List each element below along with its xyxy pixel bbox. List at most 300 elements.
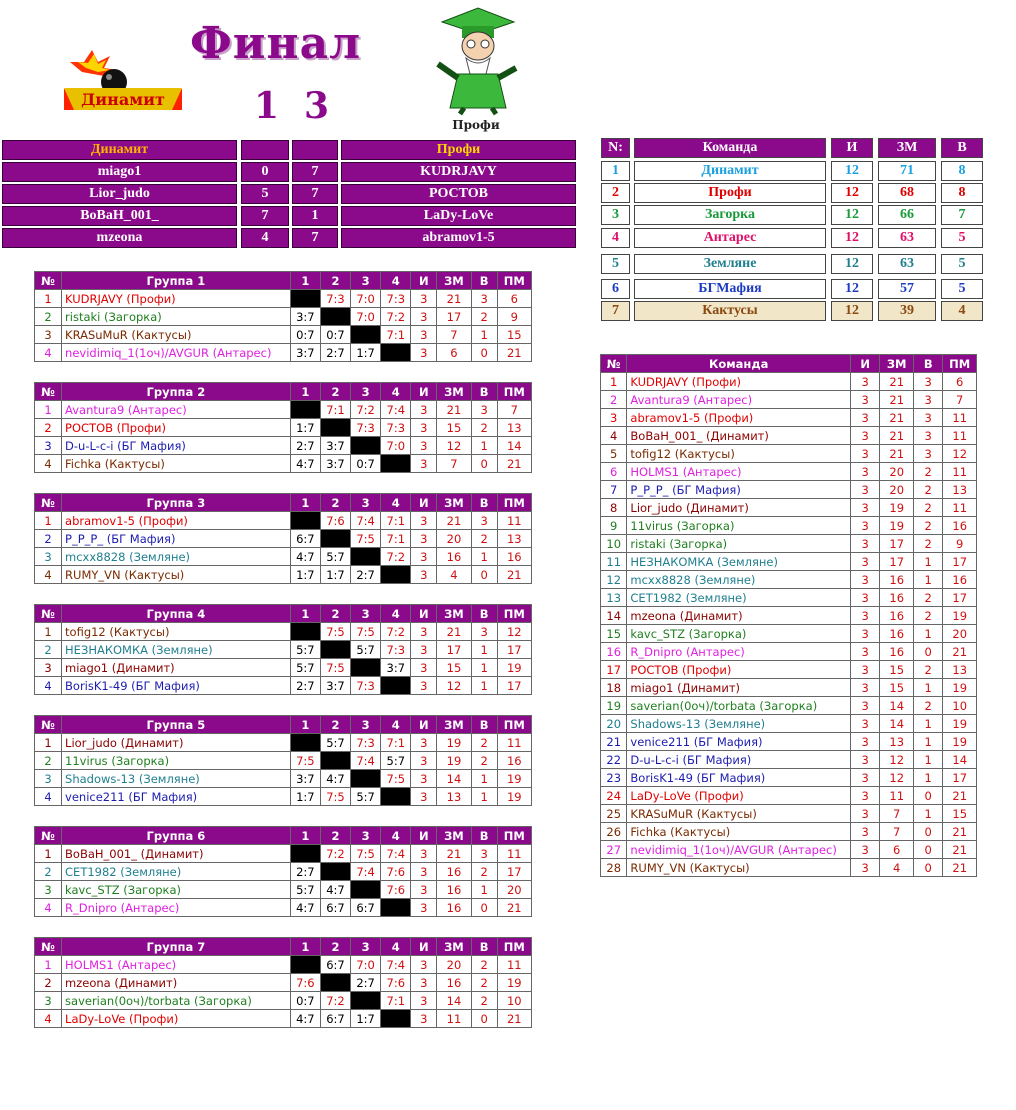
match-score: 4:7 <box>320 881 350 899</box>
place-points: 21 <box>497 455 531 473</box>
match-score: 5:7 <box>320 548 350 566</box>
match-score: 7:0 <box>351 956 381 974</box>
games-count: 3 <box>411 974 437 992</box>
match-right-player: KUDRJAVY <box>341 162 576 182</box>
standings-team: Земляне <box>634 254 826 274</box>
points: 20 <box>437 956 471 974</box>
match-score: 7:3 <box>381 641 411 659</box>
match-score: 7:4 <box>381 845 411 863</box>
points: 21 <box>880 427 914 445</box>
place-points: 16 <box>943 571 977 589</box>
games-count: 3 <box>850 733 879 751</box>
group-title: Группа 3 <box>62 494 291 512</box>
match-score: 7:0 <box>381 437 411 455</box>
standings-number: 2 <box>601 183 630 203</box>
wins: 3 <box>913 427 942 445</box>
group-header-cell: В <box>471 716 497 734</box>
self-match-cell <box>290 512 320 530</box>
table-row <box>35 548 532 566</box>
match-right-player: abramov1-5 <box>341 228 576 248</box>
row-number: 4 <box>35 1010 62 1028</box>
wins: 2 <box>471 752 497 770</box>
points: 12 <box>437 437 471 455</box>
points: 21 <box>437 290 471 308</box>
match-left-player: Lior_judo <box>2 184 237 204</box>
points: 17 <box>880 553 914 571</box>
rank-number: 22 <box>601 751 627 769</box>
wins: 3 <box>913 373 942 391</box>
match-score: 7:1 <box>320 401 350 419</box>
match-score: 4:7 <box>320 770 350 788</box>
points: 14 <box>437 770 471 788</box>
wins: 1 <box>913 571 942 589</box>
rank-number: 21 <box>601 733 627 751</box>
match-blank-cell <box>241 140 289 160</box>
place-points: 17 <box>943 553 977 571</box>
player-name: Lior_judo (Динамит) <box>62 734 291 752</box>
match-right-score: 7 <box>292 228 338 248</box>
points: 15 <box>880 661 914 679</box>
match-right-player: LaDy-LoVe <box>341 206 576 226</box>
games-count: 3 <box>411 308 437 326</box>
player-name: BorisK1-49 (БГ Мафия) <box>627 769 851 787</box>
self-match-cell <box>351 881 381 899</box>
row-number: 2 <box>35 419 62 437</box>
wins: 2 <box>913 661 942 679</box>
table-row <box>35 419 532 437</box>
place-points: 6 <box>943 373 977 391</box>
wins: 0 <box>471 455 497 473</box>
match-score: 7:2 <box>381 308 411 326</box>
table-row <box>35 677 532 695</box>
games-count: 3 <box>850 697 879 715</box>
match-score: 6:7 <box>351 899 381 917</box>
rank-number: 20 <box>601 715 627 733</box>
player-name: LaDy-LoVe (Профи) <box>62 1010 291 1028</box>
overall-header-cell: № <box>601 355 627 373</box>
wins: 1 <box>471 326 497 344</box>
rank-number: 12 <box>601 571 627 589</box>
match-score: 7:0 <box>351 290 381 308</box>
games-count: 3 <box>850 823 879 841</box>
player-name: nevidimiq_1(1оч)/AVGUR (Антарес) <box>627 841 851 859</box>
wins: 1 <box>471 881 497 899</box>
table-row <box>35 974 532 992</box>
standings-points: 68 <box>878 183 936 203</box>
place-points: 21 <box>497 344 531 362</box>
standings-games: 12 <box>831 254 873 274</box>
rank-number: 23 <box>601 769 627 787</box>
self-match-cell <box>351 326 381 344</box>
group-title: Группа 4 <box>62 605 291 623</box>
group-header-cell: 2 <box>320 383 350 401</box>
points: 14 <box>880 697 914 715</box>
games-count: 3 <box>411 770 437 788</box>
table-row <box>601 661 977 679</box>
wins: 0 <box>471 899 497 917</box>
match-score: 1:7 <box>351 1010 381 1028</box>
standings-wins: 4 <box>941 301 983 321</box>
match-left-score: 5 <box>241 184 289 204</box>
player-name: mcxx8828 (Земляне) <box>62 548 291 566</box>
row-number: 1 <box>35 623 62 641</box>
place-points: 17 <box>943 589 977 607</box>
games-count: 3 <box>850 373 879 391</box>
table-row <box>601 805 977 823</box>
match-score: 7:3 <box>320 290 350 308</box>
rank-number: 28 <box>601 859 627 877</box>
place-points: 21 <box>943 787 977 805</box>
player-name: BoBaH_001_ (Динамит) <box>62 845 291 863</box>
wins: 2 <box>471 734 497 752</box>
games-count: 3 <box>411 290 437 308</box>
games-count: 3 <box>411 899 437 917</box>
rank-number: 3 <box>601 409 627 427</box>
standings-number: 3 <box>601 205 630 225</box>
table-row <box>35 659 532 677</box>
points: 7 <box>880 805 914 823</box>
match-score: 7:5 <box>320 788 350 806</box>
svg-text:Динамит: Динамит <box>81 90 165 109</box>
place-points: 12 <box>497 623 531 641</box>
player-name: abramov1-5 (Профи) <box>62 512 291 530</box>
rank-number: 5 <box>601 445 627 463</box>
row-number: 4 <box>35 344 62 362</box>
group-header-cell: № <box>35 605 62 623</box>
table-row <box>601 373 977 391</box>
standings-header: N: <box>601 138 630 158</box>
games-count: 3 <box>411 956 437 974</box>
place-points: 19 <box>497 788 531 806</box>
player-name: Shadows-13 (Земляне) <box>62 770 291 788</box>
standings-number: 5 <box>601 254 630 274</box>
table-row <box>601 535 977 553</box>
points: 13 <box>880 733 914 751</box>
match-score: 1:7 <box>290 566 320 584</box>
player-name: mzeona (Динамит) <box>627 607 851 625</box>
rank-number: 16 <box>601 643 627 661</box>
group-header-cell: И <box>411 716 437 734</box>
place-points: 13 <box>497 419 531 437</box>
games-count: 3 <box>850 715 879 733</box>
group-header-cell: 2 <box>320 272 350 290</box>
group-header-cell: ПМ <box>497 383 531 401</box>
place-points: 21 <box>497 1010 531 1028</box>
games-count: 3 <box>850 499 879 517</box>
profi-logo <box>428 4 524 134</box>
overall-header-cell: Команда <box>627 355 851 373</box>
match-score: 5:7 <box>351 641 381 659</box>
row-number: 4 <box>35 566 62 584</box>
wins: 2 <box>471 419 497 437</box>
group-header-cell: 3 <box>351 605 381 623</box>
self-match-cell <box>381 455 411 473</box>
points: 11 <box>880 787 914 805</box>
row-number: 1 <box>35 845 62 863</box>
player-name: D-u-L-c-i (БГ Мафия) <box>627 751 851 769</box>
group-header-cell: И <box>411 938 437 956</box>
place-points: 20 <box>497 881 531 899</box>
standings-games: 12 <box>831 183 873 203</box>
points: 16 <box>880 571 914 589</box>
games-count: 3 <box>850 751 879 769</box>
place-points: 11 <box>497 734 531 752</box>
player-name: venice211 (БГ Мафия) <box>627 733 851 751</box>
games-count: 3 <box>411 512 437 530</box>
match-score: 7:3 <box>381 419 411 437</box>
points: 16 <box>437 881 471 899</box>
games-count: 3 <box>850 787 879 805</box>
overall-ranking-table <box>600 354 977 877</box>
place-points: 13 <box>943 661 977 679</box>
row-number: 3 <box>35 659 62 677</box>
group-header-row <box>35 827 532 845</box>
match-score: 7:2 <box>381 548 411 566</box>
standings-number: 1 <box>601 161 630 181</box>
wins: 2 <box>913 697 942 715</box>
games-count: 3 <box>411 455 437 473</box>
table-row <box>35 623 532 641</box>
row-number: 1 <box>35 734 62 752</box>
player-name: miago1 (Динамит) <box>627 679 851 697</box>
points: 15 <box>437 419 471 437</box>
games-count: 3 <box>850 607 879 625</box>
table-row <box>35 899 532 917</box>
match-score: 7:4 <box>381 401 411 419</box>
place-points: 17 <box>943 769 977 787</box>
group-header-cell: В <box>471 494 497 512</box>
place-points: 12 <box>943 445 977 463</box>
table-row <box>601 679 977 697</box>
player-name: P_P_P_ (БГ Мафия) <box>62 530 291 548</box>
overall-header-cell: В <box>913 355 942 373</box>
match-score: 2:7 <box>290 437 320 455</box>
professor-icon <box>428 4 524 116</box>
match-score: 7:4 <box>351 752 381 770</box>
standings-team: БГМафия <box>634 279 826 299</box>
match-score: 7:6 <box>381 881 411 899</box>
table-row <box>35 956 532 974</box>
match-score: 6:7 <box>320 956 350 974</box>
match-score: 7:4 <box>351 863 381 881</box>
group-header-cell: ЗМ <box>437 494 471 512</box>
match-score: 7:2 <box>320 845 350 863</box>
wins: 1 <box>471 770 497 788</box>
group-header-cell: 1 <box>290 938 320 956</box>
group-header-cell: 4 <box>381 938 411 956</box>
group-header-cell: ПМ <box>497 938 531 956</box>
wins: 2 <box>471 974 497 992</box>
wins: 3 <box>471 845 497 863</box>
rank-number: 18 <box>601 679 627 697</box>
group-header-cell: 4 <box>381 827 411 845</box>
match-score: 3:7 <box>320 677 350 695</box>
points: 16 <box>880 625 914 643</box>
table-row <box>35 881 532 899</box>
group-header-cell: 3 <box>351 383 381 401</box>
wins: 2 <box>471 863 497 881</box>
games-count: 3 <box>850 481 879 499</box>
self-match-cell <box>290 401 320 419</box>
row-number: 1 <box>35 956 62 974</box>
group-header-cell: И <box>411 494 437 512</box>
games-count: 3 <box>411 752 437 770</box>
standings-points: 66 <box>878 205 936 225</box>
points: 11 <box>437 1010 471 1028</box>
place-points: 20 <box>943 625 977 643</box>
match-score: 7:1 <box>381 734 411 752</box>
group-header-cell: 2 <box>320 938 350 956</box>
group-header-cell: № <box>35 272 62 290</box>
place-points: 19 <box>497 770 531 788</box>
games-count: 3 <box>411 677 437 695</box>
points: 21 <box>437 512 471 530</box>
match-score: 2:7 <box>290 677 320 695</box>
match-score: 7:5 <box>381 770 411 788</box>
wins: 2 <box>913 481 942 499</box>
match-left-score: 0 <box>241 162 289 182</box>
place-points: 11 <box>943 499 977 517</box>
player-name: KUDRJAVY (Профи) <box>62 290 291 308</box>
wins: 3 <box>471 401 497 419</box>
wins: 0 <box>913 643 942 661</box>
standings-wins: 8 <box>941 161 983 181</box>
games-count: 3 <box>850 517 879 535</box>
group-header-cell: ПМ <box>497 605 531 623</box>
wins: 1 <box>471 641 497 659</box>
match-score: 5:7 <box>351 788 381 806</box>
player-name: Fichka (Кактусы) <box>62 455 291 473</box>
place-points: 16 <box>943 517 977 535</box>
standings-wins: 7 <box>941 205 983 225</box>
group-header-cell: В <box>471 383 497 401</box>
player-name: KRASuMuR (Кактусы) <box>62 326 291 344</box>
self-match-cell <box>381 344 411 362</box>
place-points: 14 <box>943 751 977 769</box>
table-row <box>35 326 532 344</box>
match-score: 7:1 <box>381 326 411 344</box>
table-row <box>35 437 532 455</box>
group-header-cell: № <box>35 494 62 512</box>
table-row <box>35 863 532 881</box>
standings-games: 12 <box>831 205 873 225</box>
match-score: 7:6 <box>381 974 411 992</box>
match-score: 4:7 <box>290 1010 320 1028</box>
place-points: 19 <box>943 715 977 733</box>
group-header-cell: ПМ <box>497 494 531 512</box>
games-count: 3 <box>850 769 879 787</box>
match-score: 0:7 <box>290 992 320 1010</box>
place-points: 19 <box>943 679 977 697</box>
rank-number: 4 <box>601 427 627 445</box>
group-table <box>34 271 532 362</box>
match-score: 7:5 <box>320 623 350 641</box>
group-header-cell: ПМ <box>497 716 531 734</box>
group-header-row <box>35 938 532 956</box>
wins: 1 <box>913 553 942 571</box>
group-header-row <box>35 605 532 623</box>
points: 17 <box>880 535 914 553</box>
player-name: CET1982 (Земляне) <box>627 589 851 607</box>
self-match-cell <box>320 641 350 659</box>
wins: 1 <box>913 679 942 697</box>
games-count: 3 <box>850 661 879 679</box>
self-match-cell <box>320 419 350 437</box>
group-table <box>34 382 532 473</box>
wins: 0 <box>471 1010 497 1028</box>
table-row <box>601 553 977 571</box>
wins: 2 <box>471 308 497 326</box>
self-match-cell <box>381 677 411 695</box>
profi-caption: Профи <box>452 118 500 132</box>
match-score: 7:1 <box>381 512 411 530</box>
group-header-cell: 1 <box>290 272 320 290</box>
match-left-player: miago1 <box>2 162 237 182</box>
group-header-cell: 1 <box>290 383 320 401</box>
dynamit-logo <box>64 48 182 112</box>
games-count: 3 <box>850 409 879 427</box>
row-number: 1 <box>35 401 62 419</box>
player-name: Shadows-13 (Земляне) <box>627 715 851 733</box>
player-name: 11virus (Загорка) <box>627 517 851 535</box>
wins: 0 <box>471 344 497 362</box>
points: 19 <box>437 752 471 770</box>
wins: 3 <box>913 409 942 427</box>
group-header-cell: ЗМ <box>437 716 471 734</box>
wins: 2 <box>913 607 942 625</box>
row-number: 3 <box>35 992 62 1010</box>
rank-number: 13 <box>601 589 627 607</box>
games-count: 3 <box>411 881 437 899</box>
table-row <box>601 445 977 463</box>
group-title: Группа 1 <box>62 272 291 290</box>
player-name: R_Dnipro (Антарес) <box>627 643 851 661</box>
place-points: 17 <box>497 863 531 881</box>
standings-points: 57 <box>878 279 936 299</box>
group-title: Группа 7 <box>62 938 291 956</box>
match-score: 6:7 <box>320 899 350 917</box>
player-name: saverian(0оч)/torbata (Загорка) <box>627 697 851 715</box>
group-header-cell: ПМ <box>497 272 531 290</box>
group-title: Группа 5 <box>62 716 291 734</box>
row-number: 2 <box>35 641 62 659</box>
self-match-cell <box>381 788 411 806</box>
match-right-score: 1 <box>292 206 338 226</box>
group-header-row <box>35 716 532 734</box>
rank-number: 2 <box>601 391 627 409</box>
match-left-score: 4 <box>241 228 289 248</box>
player-name: RUMY_VN (Кактусы) <box>627 859 851 877</box>
table-row <box>601 517 977 535</box>
points: 16 <box>437 974 471 992</box>
standings-header: В <box>941 138 983 158</box>
self-match-cell <box>381 899 411 917</box>
standings-points: 63 <box>878 254 936 274</box>
group-header-cell: В <box>471 272 497 290</box>
standings-points: 71 <box>878 161 936 181</box>
match-left-score: 7 <box>241 206 289 226</box>
games-count: 3 <box>411 566 437 584</box>
match-score: 0:7 <box>351 455 381 473</box>
match-score: 1:7 <box>351 344 381 362</box>
match-score: 0:7 <box>320 326 350 344</box>
player-name: tofig12 (Кактусы) <box>627 445 851 463</box>
group-header-cell: И <box>411 605 437 623</box>
wins: 2 <box>471 956 497 974</box>
points: 15 <box>437 659 471 677</box>
group-header-cell: 3 <box>351 938 381 956</box>
place-points: 9 <box>943 535 977 553</box>
